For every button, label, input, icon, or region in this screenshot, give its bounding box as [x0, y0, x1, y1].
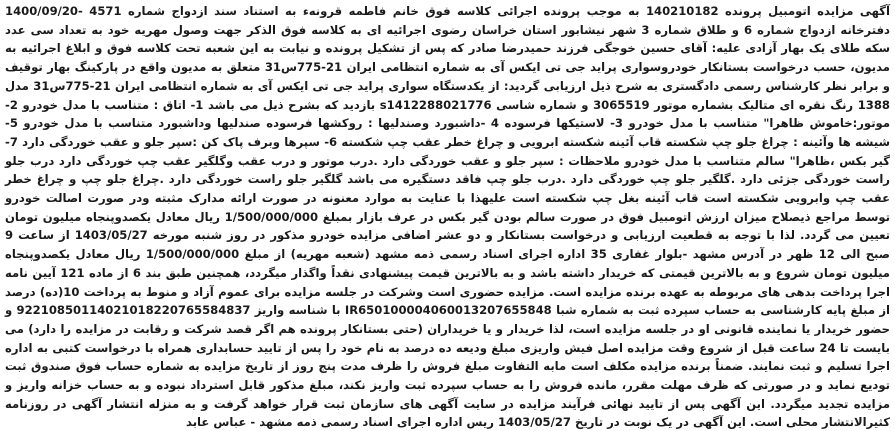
notice-body-text: آگهی مزایده اتومبیل پرونده 140210182 به موجب پرونده اجرائی کلاسه فوق خانم فاطمه قرونهء به استناد سند ازدواج شماره 4571 -1400/09/20 دفترخانه ازدواج شماره 6 و طلاق شماره 3 شهر نیشابور استان خراسان رضوی اجرائیه ای به کلاسه فوق الذکر جهت وصول مهریه خود به تعداد سی عدد سکه طلای یک بهار آزادی علیه: آقای حسین خوجگی فرزند حمیدرضا صادر که پس از تشکیل پرونده و نیابت به این شعبه تحت کلاسه فوق و ابلاغ اجرائیه به مدیون، حسب درخواست بستانکار خودروسواری پراید جی تی ایکس آی به شماره انتظامی ایران 21-775س31 متعلق به مدیون واقع در پارکینگ بهار توقیف و برابر نظر کارشناس رسمی دادگستری به شرح ذیل ارزیابی گردید: از یکدستگاه سواری پراید جی تی ایکس آی به شماره انتظامی ایران 21-775س31 مدل 1388 رنگ نقره ای متالیک بشماره موتور 3065519 و شماره شاسی s1412288021776 بازدید که بشرح ذیل می باشد 1- اتاق : متناسب با مدل خودرو 2- موتور:خاموش ظاهرا" متناسب با مدل خودرو 3- لاستیکها فرسوده 4 -داشبورد وصندلیها : روکشها فرسوده صندلیها وداشبورد متناسب با مدل خودرو 5- شیشه ها وآئینه : چراغ جلو چپ شکسته قاب آئینه شکسته ابرویی و چراغ خطر عقب چپ شکسته 6- سپرها وبرف پاک کن :سپر جلو و عقب خوردگی دارد 7- گیر بکس ،ظاهرا" سالم متناسب با مدل خودرو ملاحظات : سپر جلو و عقب خوردگی دارد .درب موتور و درب عقب وگلگیر عقب چپ خوردگی دارد درب جلو راست خوردگی جزئی دارد .گلگیر جلو چپ خوردگی دارد .درب جلو چپ فاقد دستگیره می باشد گلگیر جلو راست خوردگی دارد .چراغ جلو چپ و چراغ خطر عقب چپ وابرویی شکسته است قاب آئینه بغل چپ شکسته است علیهذا با عنایت به موارد معنونه در صورت ارائه مدارک مثبته ودر صورت اصالت خودرو توسط مراجع ذیصلاح میزان ارزش اتومبیل فوق در صورت سالم بودن گیر بکس در عرف بازار بمبلغ 1/500/000/000 ریال معادل یکصدوپنجاه میلیون تومان تعیین می گردد. لذا با توجه به قطعیت ارزیابی و درخواست بستانکار و دو عشر اضافی مزایده خودرو مذکور در روز شنبه مورخه 1403/05/27 از ساعت 9 صبح الی 12 ظهر در آدرس مشهد -بلوار غفاری 35 اداره اجرای اسناد رسمی ذمه مشهد (شعبه مهریه) از مبلغ 1/500/000/000 ریال معادل یکصدوپنجاه میلیون تومان شروع و به بالاترین قیمتی که خریدار داشته باشد و به بالاترین قیمت پیشنهادی نقداً واگذار میگردد، همچنین طبق بند 6 از ماده 121 آیین نامه اجرا پرداخت بدهی های مربوطه به عهده برنده مزایده است. مزایده حضوری است وشرکت در جلسه مزایده برای عموم آزاد و منوط به پرداخت 10(ده) درصد از مبلغ پایه کارشناسی به حساب سپرده ثبت به شماره شبا IR650100004060013207655848 با شناسه واریز 922108501140210182207655848​37 و حضور خریدار یا نماینده قانونی او در جلسه مزایده است، لذا خریدار و یا خریداران (حتی بستانکار پرونده هم اگر قصد شرکت و رقابت در مزایده را دارد) می بایست تا 24 ساعت قبل از شروع وقت مزایده اصل فیش واریزی مبلغ ودیعه ده درصد به نام خود را پس از تایید حسابداری همراه با درخواست کتبی به اداره اجرا تسلیم و ثبت نمایند. ضمناً برنده مزایده مکلف است مابه التفاوت مبلغ فروش را ظرف مدت پنج روز از تاریخ مزایده به شماره حساب فوق صندوق ثبت تودیع نماید و در صورتی که ظرف مهلت مقرر، مانده فروش را به حساب سپرده ثبت واریز نکند، مبلغ مذکور قابل استرداد نبوده و به حساب خزانه واریز و مزایده تجدید میگردد. این آگهی پس از تایید نهائی فرآیند مزایده در سایت آگهی های سازمان ثبت قرار خواهد گرفت و به منزله انتشار آگهی در روزنامه کثیرالانتشار محلی است. این آگهی در یک نوبت در تاریخ 1403/05/27 ریس اداره اجرای اسناد رسمی ذمه مشهد - عباس عابد [5, 4, 891, 430]
